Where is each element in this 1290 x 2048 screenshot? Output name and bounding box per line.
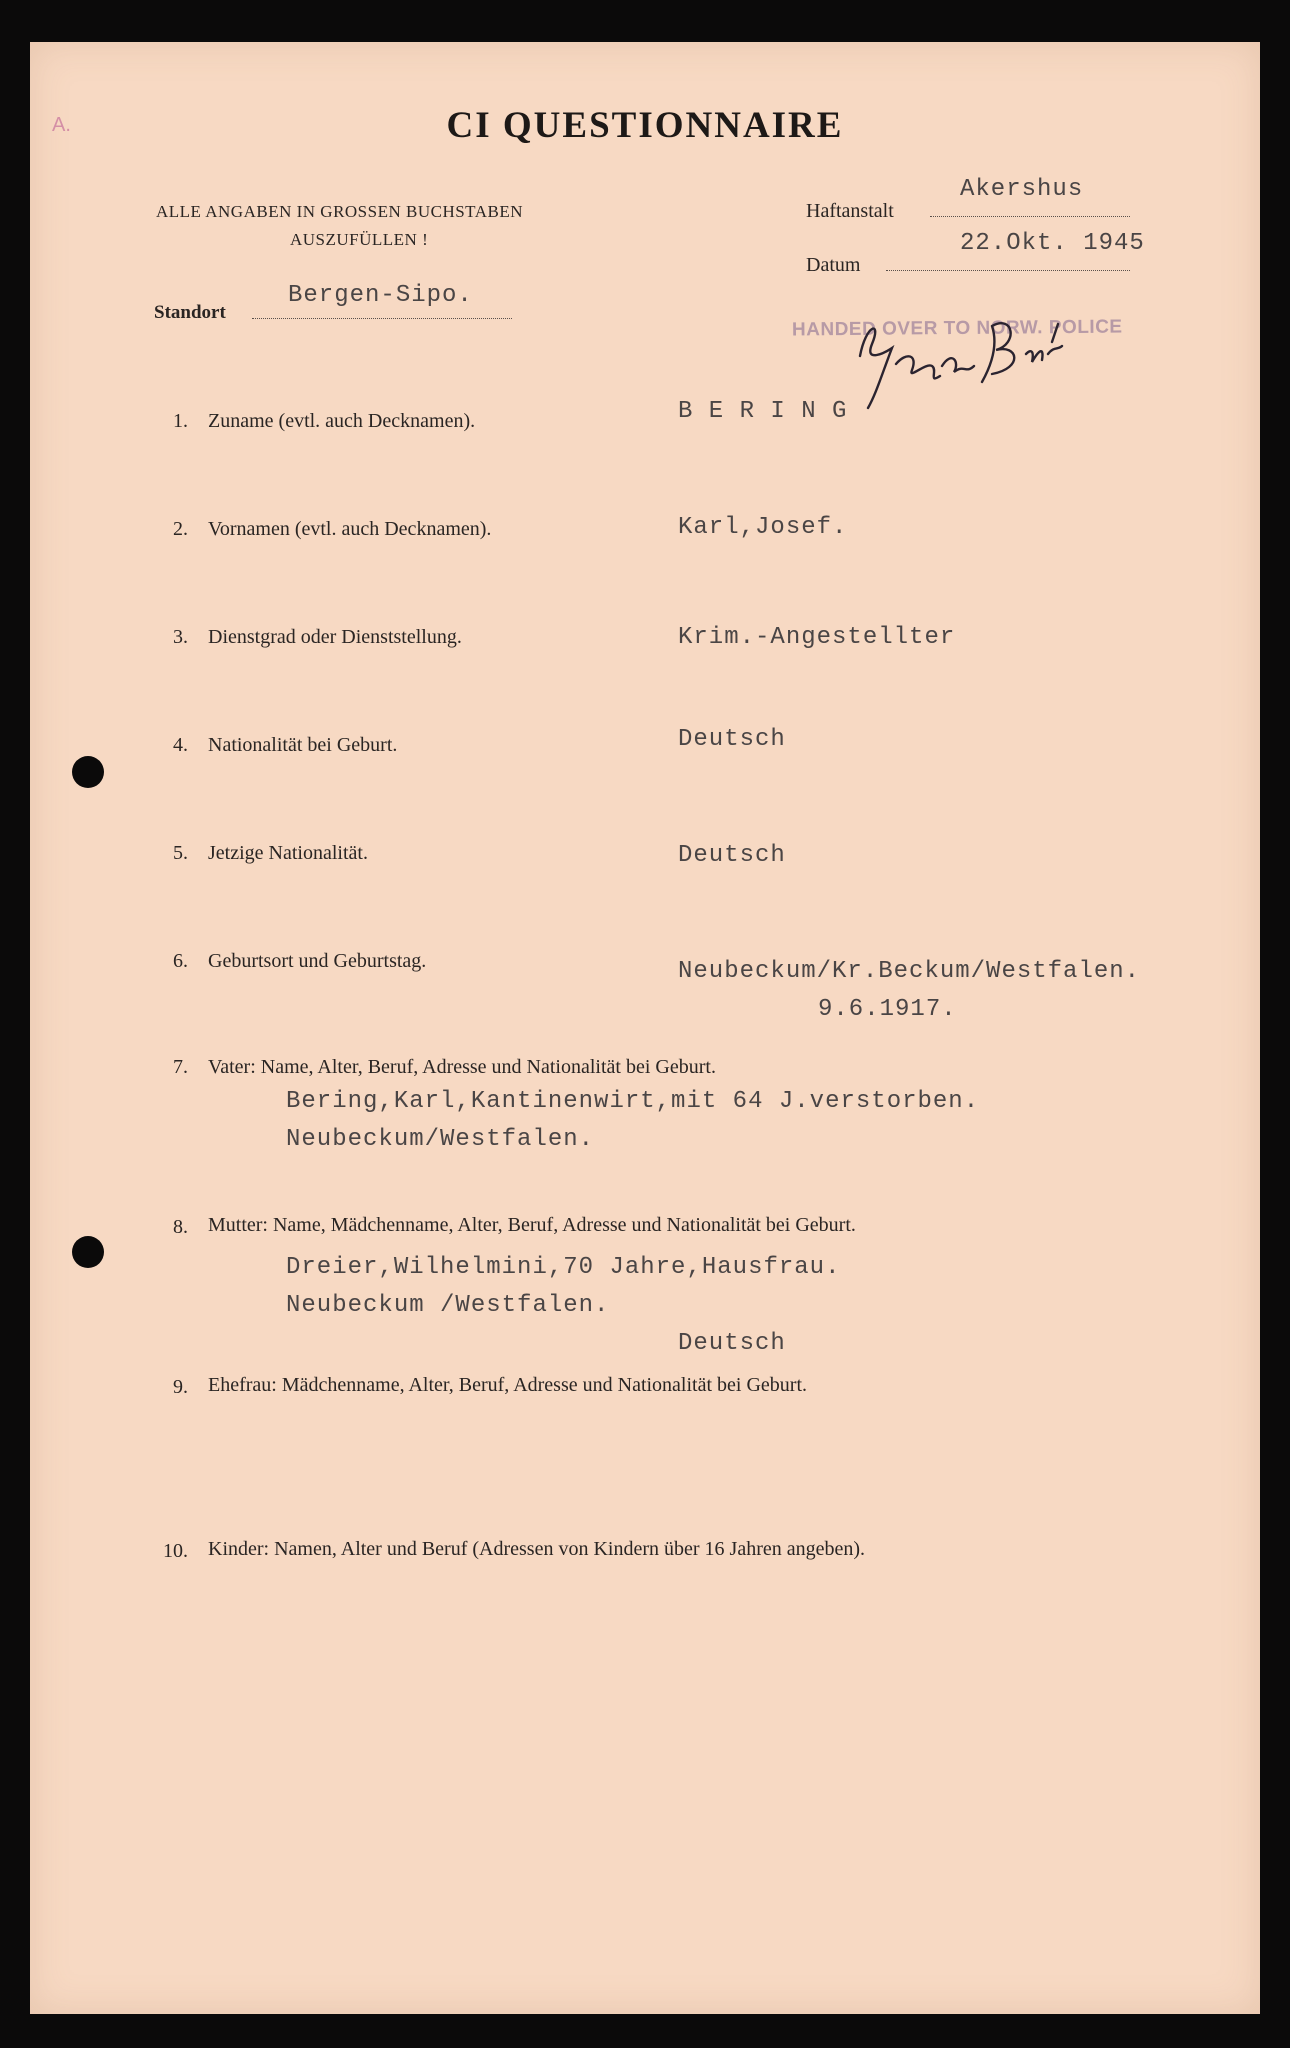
- questionnaire-page: [30, 42, 1260, 2014]
- question-9-label: Ehefrau: Mädchenname, Alter, Beruf, Adresse und Nationalität bei Geburt.: [208, 1374, 808, 1396]
- question-2-label: Vornamen (evtl. auch Decknamen).: [208, 518, 492, 540]
- question-5-number: 5.: [173, 842, 188, 864]
- standort-value: Bergen-Sipo.: [288, 282, 473, 309]
- question-6-answer-date: 9.6.1917.: [818, 996, 957, 1023]
- datum-line: [886, 270, 1130, 271]
- question-6-label: Geburtsort und Geburtstag.: [208, 950, 427, 972]
- question-6-answer: Neubeckum/Kr.Beckum/Westfalen.: [678, 958, 1141, 985]
- question-10-label: Kinder: Namen, Alter und Beruf (Adressen von Kindern über 16 Jahren angeben).: [208, 1538, 866, 1560]
- question-4-number: 4.: [173, 734, 188, 756]
- question-3-number: 3.: [173, 626, 188, 648]
- haftanstalt-line: [930, 216, 1130, 217]
- question-1-answer: B E R I N G: [678, 398, 848, 425]
- question-5-label: Jetzige Nationalität.: [208, 842, 368, 864]
- question-2-answer: Karl,Josef.: [678, 514, 848, 541]
- punch-hole-upper: [72, 756, 104, 788]
- question-8-answer-line-3: Deutsch: [678, 1330, 786, 1357]
- question-10-number: 10.: [163, 1540, 188, 1562]
- haftanstalt-value: Akershus: [960, 176, 1084, 203]
- standort-label: Standort: [154, 302, 226, 323]
- margin-mark: A.: [52, 114, 71, 136]
- form-title: CI QUESTIONNAIRE: [446, 105, 844, 146]
- question-8-label: Mutter: Name, Mädchenname, Alter, Beruf, Adresse und Nationalität bei Geburt.: [208, 1214, 856, 1236]
- datum-value: 22.Okt. 1945: [960, 230, 1145, 257]
- question-8-number: 8.: [173, 1216, 188, 1238]
- datum-label: Datum: [806, 254, 861, 276]
- question-9-number: 9.: [173, 1376, 188, 1398]
- question-5-answer: Deutsch: [678, 842, 786, 869]
- question-8-answer-line-1: Dreier,Wilhelmini,70 Jahre,Hausfrau.: [286, 1254, 841, 1281]
- question-7-answer-line-2: Neubeckum/Westfalen.: [286, 1126, 595, 1153]
- question-3-label: Dienstgrad oder Dienststellung.: [208, 626, 462, 648]
- question-1-label: Zuname (evtl. auch Decknamen).: [208, 410, 476, 432]
- haftanstalt-label: Haftanstalt: [806, 200, 894, 222]
- question-1-number: 1.: [173, 410, 188, 432]
- question-6-number: 6.: [173, 950, 188, 972]
- question-7-label: Vater: Name, Alter, Beruf, Adresse und Nationalität bei Geburt.: [208, 1056, 716, 1078]
- question-8-answer-line-2: Neubeckum /Westfalen.: [286, 1292, 610, 1319]
- question-4-answer: Deutsch: [678, 726, 786, 753]
- question-2-number: 2.: [173, 518, 188, 540]
- standort-line: [252, 318, 512, 319]
- punch-hole-lower: [72, 1236, 104, 1268]
- question-7-number: 7.: [173, 1056, 188, 1078]
- question-3-answer: Krim.-Angestellter: [678, 624, 956, 651]
- signature-scribble: [842, 304, 1082, 414]
- instruction-line-1: ALLE ANGABEN IN GROSSEN BUCHSTABEN: [156, 202, 523, 221]
- handed-over-stamp: HANDED OVER TO NORW. POLICE: [791, 316, 1123, 341]
- instruction-line-2: AUSZUFÜLLEN !: [290, 230, 429, 249]
- question-4-label: Nationalität bei Geburt.: [208, 734, 398, 756]
- question-7-answer-line-1: Bering,Karl,Kantinenwirt,mit 64 J.verstorben.: [286, 1088, 980, 1115]
